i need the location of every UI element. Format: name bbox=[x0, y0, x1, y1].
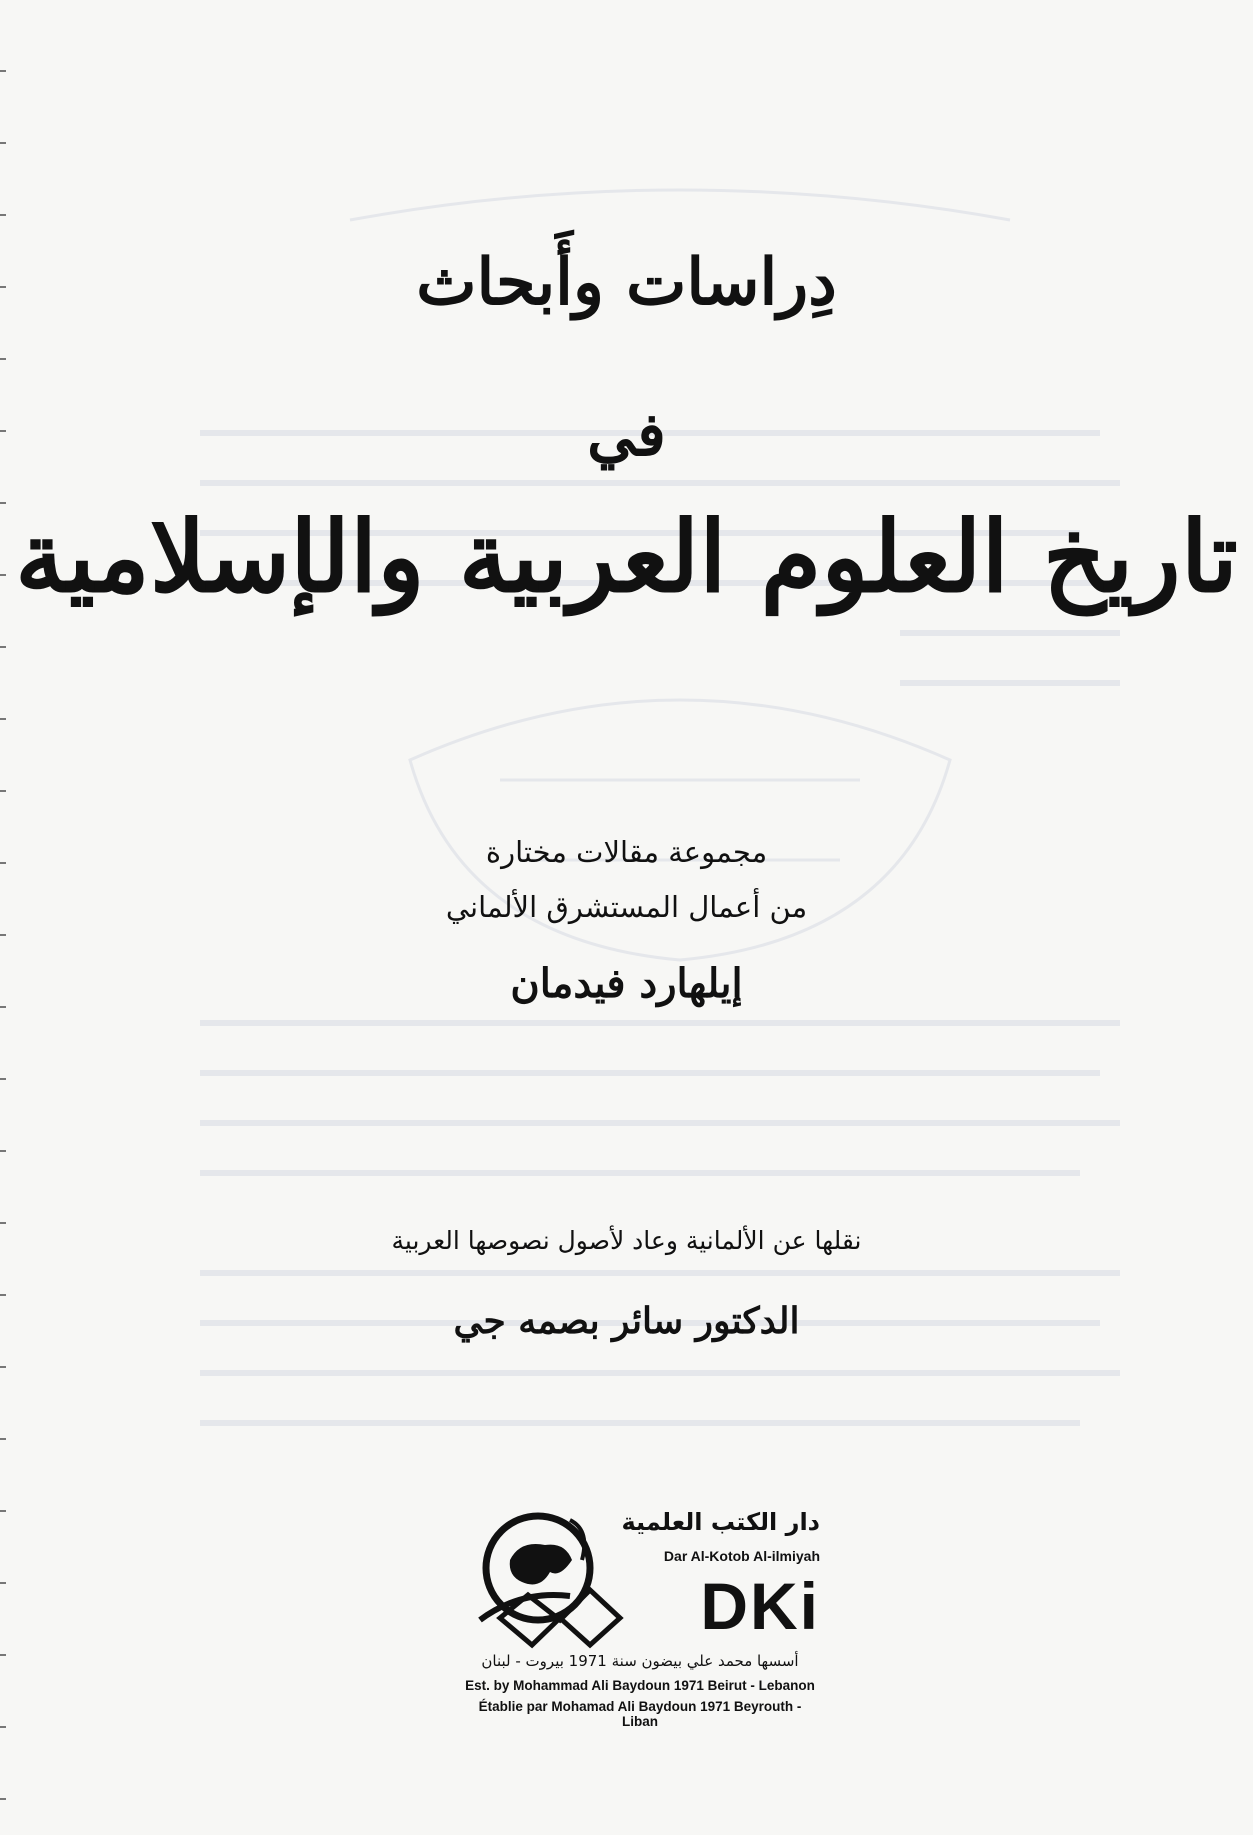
author-name: إيلهارد فيدمان bbox=[510, 960, 743, 1007]
title-line-3: تاريخ العلوم العربية والإسلامية bbox=[15, 500, 1238, 615]
title-line-1: دِراسات وأَبحاث bbox=[416, 245, 837, 320]
publisher-brand: DKi bbox=[700, 1569, 820, 1643]
publisher-block bbox=[460, 1500, 820, 1740]
subtitle-line-2: من أعمال المستشرق الألماني bbox=[445, 890, 808, 924]
translator-name: الدكتور سائر بصمه جي bbox=[453, 1300, 800, 1342]
translator-note: نقلها عن الألمانية وعاد لأصول نصوصها العربية bbox=[391, 1226, 862, 1255]
publisher-established-ar: أسسها محمد علي بيضون سنة 1971 بيروت - لبنان bbox=[481, 1652, 799, 1670]
title-line-2: في bbox=[587, 400, 666, 470]
publisher-name-en: Dar Al-Kotob Al-ilmiyah bbox=[663, 1548, 820, 1564]
publisher-established-fr: Établie par Mohamad Ali Baydoun 1971 Beyrouth - Liban bbox=[478, 1699, 802, 1729]
publisher-established-en: Est. by Mohammad Ali Baydoun 1971 Beirut - Lebanon bbox=[465, 1678, 815, 1693]
publisher-name-ar: دار الكتب العلمية bbox=[621, 1508, 820, 1536]
subtitle-line-1: مجموعة مقالات مختارة bbox=[485, 835, 768, 869]
